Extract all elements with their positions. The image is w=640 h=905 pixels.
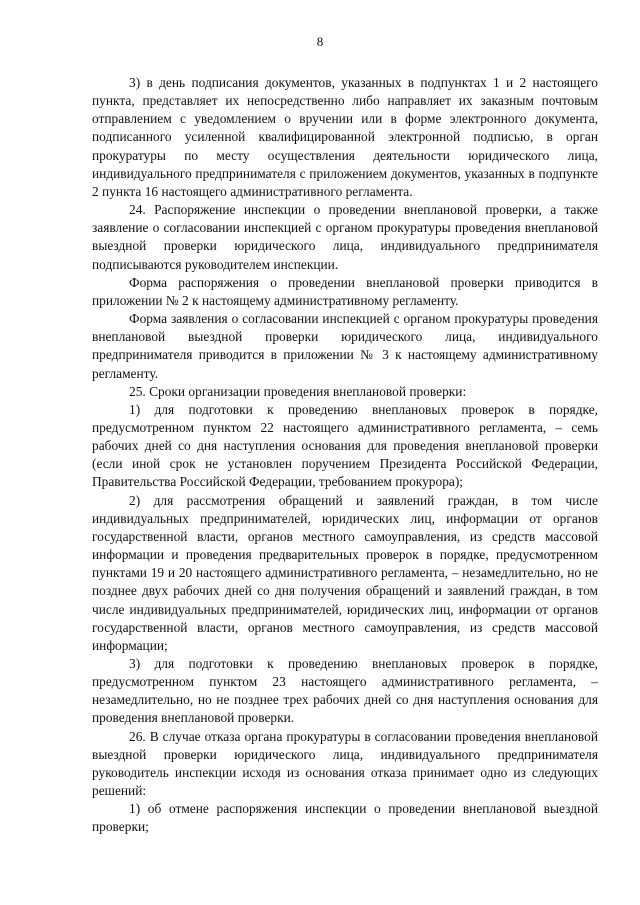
paragraph-25-deadlines-heading: 25. Сроки организации проведения внеплановой проверки: [129, 383, 467, 399]
paragraph-24-order-signing: 24. Распоряжение инспекции о проведении внеплановой проверки, а также заявление о согласовании инспекцией с органом прокуратуры проведения внеплановой выездной проверки юридического лица, индивидуального предпринимателя подписываются руководителем инспекции. [92, 202, 598, 272]
document-body [92, 74, 598, 837]
paragraph-deadline-item-3: 3) для подготовки к проведению внеплановых проверок в порядке, предусмотренном пунктом 23 настоящего административного регламента, – незамедлительно, но не позднее трех рабочих дней со дня наступления основания для проведения внеплановой проверки. [92, 656, 598, 726]
page-number: 8 [316, 34, 324, 49]
paragraph-deadline-item-2: 2) для рассмотрения обращений и заявлений граждан, в том числе индивидуальных предпринимателей, юридических лиц, информации от органов государственной власти, органов местного самоуправления, из средств массовой информации и проведения предварительных проверок в порядке, предусмотренном пунктами 19 и 20 настоящего административного регламента, – незамедлительно, но не позднее двух рабочих дней со дня получения обращений и заявлений граждан, в том числе индивидуальных предпринимателей, юридических лиц, информации от органов государственной власти, органов местного самоуправления, из средств массовой информации; [92, 492, 598, 653]
paragraph-application-form-annex-3: Форма заявления о согласовании инспекцией с органом прокуратуры проведения внеплановой выездной проверки юридического лица, индивидуального предпринимателя приводится в приложении № 3 к настоящему административному регламенту. [92, 311, 598, 381]
paragraph-order-form-annex-2: Форма распоряжения о проведении внеплановой проверки приводится в приложении № 2 к настоящему административному регламенту. [92, 274, 598, 308]
paragraph-decision-item-1: 1) об отмене распоряжения инспекции о проведении внеплановой выездной проверки; [92, 801, 598, 835]
paragraph-item-3-submission: 3) в день подписания документов, указанных в подпунктах 1 и 2 настоящего пункта, представляет их непосредственно либо направляет их заказным почтовым отправлением с уведомлением о вручении или в форме электронного документа, подписанного усиленной квалифицированной электронной подписью, в орган прокуратуры по месту осуществления деятельности юридического лица, индивидуального предпринимателя с приложением документов, указанных в подпункте 2 пункта 16 настоящего административного регламента. [92, 75, 598, 199]
paragraph-deadline-item-1: 1) для подготовки к проведению внеплановых проверок в порядке, предусмотренном пунктом 22 настоящего административного регламента, – семь рабочих дней со дня наступления основания для проведения внеплановой проверки (если иной срок не установлен поручением Президента Российской Федерации, Правительства Российской Федерации, требованием прокурора); [92, 401, 598, 490]
paragraph-26-prosecutor-refusal: 26. В случае отказа органа прокуратуры в согласовании проведения внеплановой выездной проверки юридического лица, индивидуального предпринимателя руководитель инспекции исходя из основания отказа принимает одно из следующих решений: [92, 728, 598, 799]
